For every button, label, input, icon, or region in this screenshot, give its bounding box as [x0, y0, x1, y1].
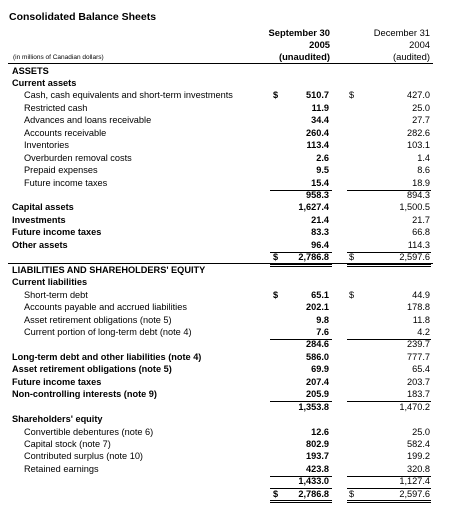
total-double-rule [347, 502, 431, 503]
table-row [0, 376, 474, 388]
subtotal-rule [270, 339, 332, 340]
value-dec-2004: 1.4 [417, 152, 430, 163]
row-label: Advances and loans receivable [24, 115, 152, 126]
value-dec-2004: 320.8 [407, 463, 430, 474]
column-header-line: 2004 [409, 39, 430, 51]
table-row [0, 77, 474, 89]
table-row [0, 264, 474, 276]
value-sept-2005: 12.6 [311, 426, 329, 437]
table-row [0, 413, 474, 425]
table-row [0, 475, 474, 487]
value-sept-2005: 586.0 [306, 351, 329, 362]
table-row [0, 102, 474, 114]
column-header-line: (audited) [392, 51, 430, 63]
value-dec-2004: 66.8 [412, 227, 430, 238]
value-sept-2005: 9.8 [316, 314, 329, 325]
column-header-line: 2005 [309, 39, 330, 51]
value-sept-2005: 205.9 [306, 389, 329, 400]
table-row [0, 363, 474, 375]
total-double-rule [270, 500, 332, 501]
value-sept-2005: 9.5 [316, 165, 329, 176]
value-dec-2004: 65.4 [412, 364, 430, 375]
table-row [0, 289, 474, 301]
table-row [0, 388, 474, 400]
row-label: LIABILITIES AND SHAREHOLDERS' EQUITY [12, 264, 206, 275]
currency-symbol: $ [273, 252, 279, 263]
table-row [0, 450, 474, 462]
value-sept-2005: 65.1 [311, 289, 329, 300]
value-sept-2005: 802.9 [306, 439, 329, 449]
value-sept-2005: 260.4 [306, 127, 329, 138]
row-label: Future income taxes [12, 376, 102, 387]
value-dec-2004: 27.7 [412, 115, 430, 126]
value-dec-2004: 4.2 [417, 326, 430, 337]
value-dec-2004: 1,500.5 [399, 202, 430, 213]
value-dec-2004: 21.7 [412, 214, 430, 225]
value-dec-2004: 777.7 [407, 351, 430, 362]
currency-symbol: $ [349, 252, 355, 263]
row-label: Investments [12, 214, 66, 225]
currency-symbol: $ [349, 90, 355, 101]
currency-symbol: $ [349, 488, 355, 499]
row-label: Capital assets [12, 202, 74, 213]
row-label: Capital stock (note 7) [24, 439, 111, 449]
value-dec-2004: 2,597.6 [399, 488, 430, 499]
row-label: ASSETS [12, 65, 49, 76]
value-dec-2004: 178.8 [407, 302, 430, 313]
value-dec-2004: 18.9 [412, 177, 430, 188]
value-dec-2004: 114.3 [407, 239, 430, 250]
value-dec-2004: 103.1 [407, 140, 430, 151]
value-sept-2005: 11.9 [311, 102, 329, 113]
currency-symbol: $ [273, 488, 279, 499]
currency-symbol: $ [273, 90, 279, 101]
row-label: Future income taxes [24, 177, 108, 188]
column-header-september-2005 [250, 27, 330, 64]
table-row [0, 314, 474, 326]
value-dec-2004: 25.0 [412, 426, 430, 437]
row-label: Restricted cash [24, 102, 88, 113]
value-sept-2005: 83.3 [311, 227, 329, 238]
value-dec-2004: 25.0 [412, 102, 430, 113]
value-sept-2005: 21.4 [311, 214, 329, 225]
table-row [0, 276, 474, 288]
subtotal-rule [270, 401, 332, 402]
table-row [0, 164, 474, 176]
table-row [0, 189, 474, 201]
row-label: Contributed surplus (note 10) [24, 451, 143, 462]
row-label: Overburden removal costs [24, 152, 132, 163]
table-row [0, 65, 474, 77]
value-dec-2004: 282.6 [407, 127, 430, 138]
subtotal-rule [347, 476, 431, 477]
table-row [0, 301, 474, 313]
subtotal-rule [270, 252, 332, 253]
value-sept-2005: 2.6 [316, 152, 329, 163]
table-row [0, 326, 474, 338]
currency-symbol: $ [273, 289, 279, 300]
value-dec-2004: 582.4 [407, 439, 430, 449]
column-header-line: (unaudited) [278, 51, 330, 63]
row-label: Non-controlling interests (note 9) [12, 389, 157, 400]
column-header-december-2004 [350, 27, 430, 64]
subtotal-rule [347, 401, 431, 402]
value-sept-2005: 7.6 [316, 326, 329, 337]
table-row [0, 127, 474, 139]
value-sept-2005: 15.4 [311, 177, 329, 188]
value-dec-2004: 1,127.4 [399, 476, 430, 487]
value-dec-2004: 427.0 [407, 90, 430, 101]
value-dec-2004: 239.7 [407, 339, 430, 350]
value-sept-2005: 34.4 [311, 115, 329, 126]
value-sept-2005: 2,786.8 [298, 488, 329, 499]
value-sept-2005: 202.1 [306, 302, 329, 313]
value-dec-2004: 44.9 [412, 289, 430, 300]
table-row [0, 177, 474, 189]
table-row [0, 463, 474, 475]
column-header-line: December 31 [373, 27, 430, 38]
value-sept-2005: 1,353.8 [298, 401, 329, 412]
row-label: Asset retirement obligations (note 5) [24, 314, 172, 325]
units-note: (in millions of Canadian dollars) [13, 54, 104, 61]
table-row [0, 438, 474, 450]
table-row [0, 226, 474, 238]
table-row [0, 488, 474, 500]
subtotal-rule [347, 488, 431, 489]
row-label: Current assets [12, 77, 77, 88]
row-label: Short-term debt [24, 289, 88, 300]
value-sept-2005: 1,627.4 [298, 202, 329, 213]
value-dec-2004: 2,597.6 [399, 252, 430, 263]
value-sept-2005: 2,786.8 [298, 252, 329, 263]
total-double-rule [270, 502, 332, 503]
row-label: Cash, cash equivalents and short-term investments [24, 90, 233, 101]
row-label: Other assets [12, 239, 68, 250]
value-dec-2004: 183.7 [407, 389, 430, 400]
subtotal-rule [347, 339, 431, 340]
value-dec-2004: 199.2 [407, 451, 430, 462]
row-label: Accounts payable and accrued liabilities [24, 302, 187, 313]
value-sept-2005: 193.7 [306, 451, 329, 462]
table-row [0, 251, 474, 263]
row-label: Prepaid expenses [24, 165, 98, 176]
row-label: Current liabilities [12, 277, 88, 288]
row-label: Asset retirement obligations (note 5) [12, 364, 172, 375]
row-label: Retained earnings [24, 463, 99, 474]
value-sept-2005: 113.4 [306, 140, 329, 151]
value-dec-2004: 8.6 [417, 165, 430, 176]
value-dec-2004: 11.8 [412, 314, 430, 325]
table-row [0, 152, 474, 164]
value-sept-2005: 958.3 [306, 190, 329, 200]
row-label: Accounts receivable [24, 127, 107, 138]
row-label: Long-term debt and other liabilities (note 4) [12, 351, 202, 362]
table-row [0, 338, 474, 350]
total-double-rule [347, 500, 431, 501]
subtotal-rule [270, 476, 332, 477]
value-dec-2004: 1,470.2 [399, 401, 430, 412]
subtotal-rule [270, 190, 332, 191]
row-label: Shareholders' equity [12, 414, 103, 425]
table-row [0, 89, 474, 101]
table-row [0, 201, 474, 213]
table-row [0, 239, 474, 251]
value-sept-2005: 510.7 [306, 90, 329, 101]
subtotal-rule [270, 488, 332, 489]
table-row [0, 426, 474, 438]
value-sept-2005: 1,433.0 [298, 476, 329, 487]
table-row [0, 214, 474, 226]
column-header-line: September 30 [268, 27, 330, 38]
row-label: Convertible debentures (note 6) [24, 426, 154, 437]
table-row [0, 401, 474, 413]
value-dec-2004: 203.7 [407, 376, 430, 387]
value-sept-2005: 207.4 [306, 376, 329, 387]
table-row [0, 351, 474, 363]
statement-title: Consolidated Balance Sheets [9, 11, 157, 23]
table-row [0, 139, 474, 151]
value-sept-2005: 69.9 [311, 364, 329, 375]
value-sept-2005: 96.4 [311, 239, 329, 250]
value-dec-2004: 894.3 [407, 190, 430, 200]
row-label: Current portion of long-term debt (note 4) [24, 326, 192, 337]
value-sept-2005: 284.6 [306, 339, 329, 350]
currency-symbol: $ [349, 289, 355, 300]
table-row [0, 114, 474, 126]
value-sept-2005: 423.8 [306, 463, 329, 474]
row-label: Future income taxes [12, 227, 102, 238]
subtotal-rule [347, 190, 431, 191]
row-label: Inventories [24, 140, 69, 151]
subtotal-rule [347, 252, 431, 253]
